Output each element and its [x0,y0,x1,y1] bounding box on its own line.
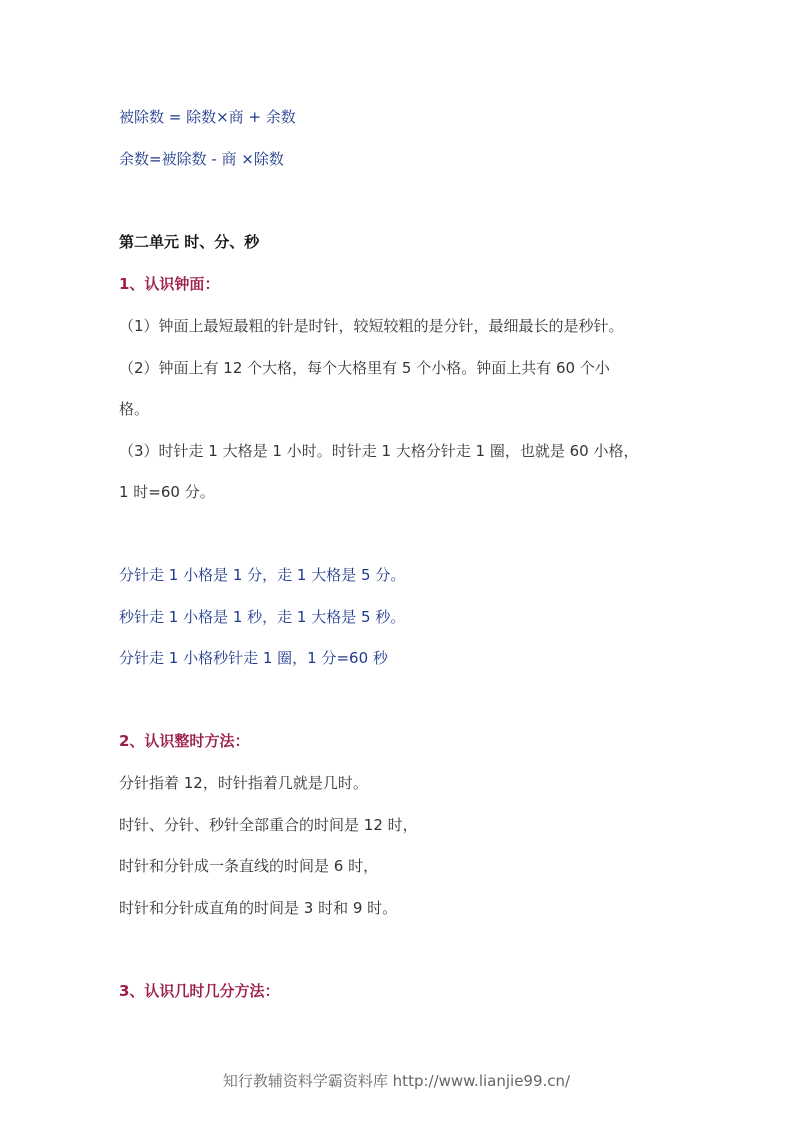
section-heading-1: 1、认识钟面： [119,275,220,293]
formula-dividend: 被除数 = 除数×商 + 余数 [119,108,296,126]
highlight-line: 秒针走 1 小格是 1 秒，走 1 大格是 5 秒。 [119,608,406,626]
paragraph: 格。 [119,400,150,418]
paragraph: 时针、分针、秒针全部重合的时间是 12 时， [119,816,418,834]
formula-remainder: 余数=被除数 - 商 ×除数 [119,150,284,168]
paragraph: （3）时针走 1 大格是 1 小时。时针走 1 大格分针走 1 圈，也就是 60 小格， [119,442,639,460]
paragraph: 分针指着 12，时针指着几就是几时。 [119,774,368,792]
unit-heading: 第二单元 时、分、秒 [119,233,260,251]
paragraph: 1 时=60 分。 [119,483,215,501]
paragraph: 时针和分针成一条直线的时间是 6 时， [119,857,379,875]
paragraph: （2）钟面上有 12 个大格，每个大格里有 5 个小格。钟面上共有 60 个小 [119,359,610,377]
section-heading-2: 2、认识整时方法： [119,732,250,750]
section-heading-3: 3、认识几时几分方法： [119,982,280,1000]
page-footer: 知行教辅资料学霸资料库 http://www.lianjie99.cn/ [222,1072,571,1090]
highlight-line: 分针走 1 小格是 1 分，走 1 大格是 5 分。 [119,566,406,584]
paragraph: （1）钟面上最短最粗的针是时针，较短较粗的是分针，最细最长的是秒针。 [119,317,624,335]
highlight-line: 分针走 1 小格秒针走 1 圈，1 分=60 秒 [119,649,388,667]
paragraph: 时针和分针成直角的时间是 3 时和 9 时。 [119,899,398,917]
